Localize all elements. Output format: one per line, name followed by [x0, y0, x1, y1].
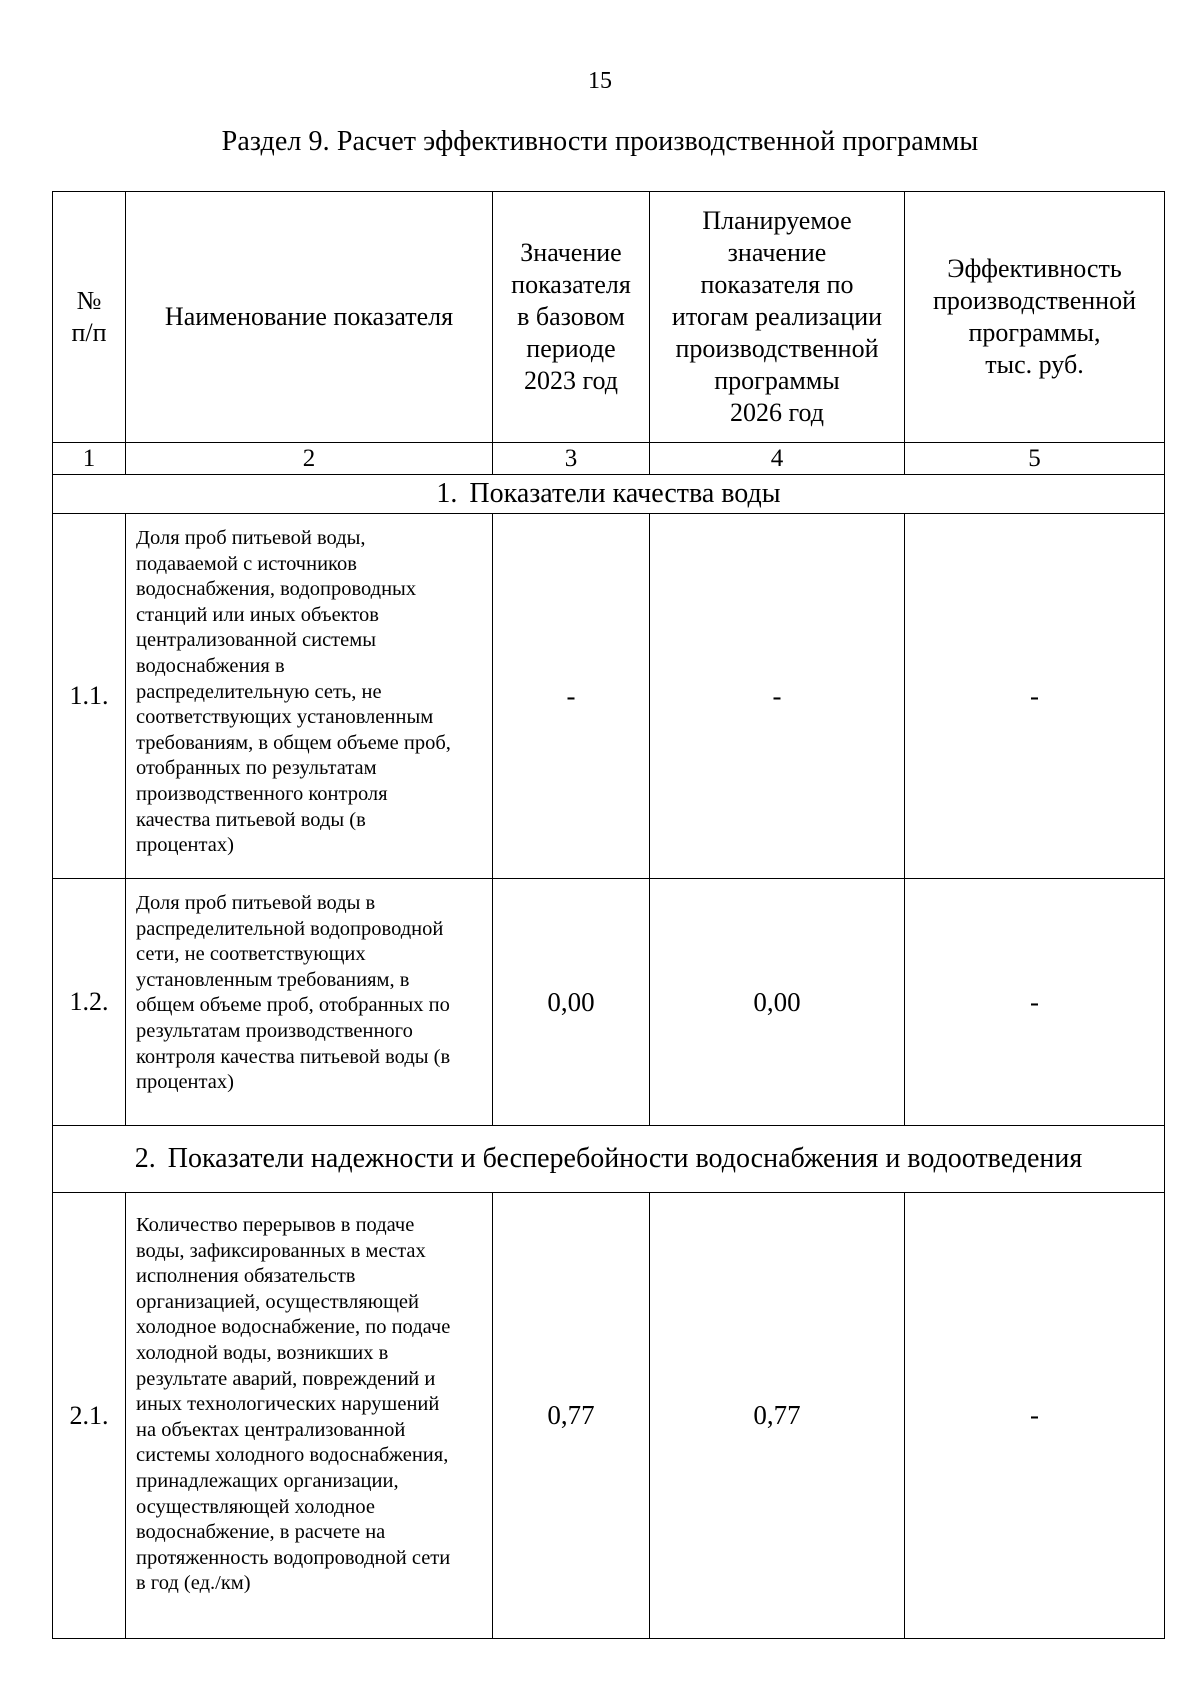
header-line: в базовом — [517, 302, 625, 331]
name-line: результате аварий, повреждений и — [136, 1367, 436, 1390]
table-row — [53, 879, 1165, 1126]
name-line: подаваемой с источников — [136, 552, 357, 575]
column-index: 1 — [53, 443, 126, 475]
header-line: Значение — [520, 238, 622, 267]
planned-value: 0,77 — [650, 1193, 905, 1639]
section-heading — [53, 475, 1165, 514]
header-line: Эффективность — [947, 254, 1122, 283]
name-line: производственного контроля — [136, 782, 388, 805]
base-value: 0,77 — [493, 1193, 650, 1639]
name-line: требованиям, в общем объеме проб, — [136, 731, 451, 754]
header-base-value — [493, 192, 650, 443]
section-heading — [53, 1126, 1165, 1193]
efficiency-value: - — [905, 514, 1165, 879]
section-title-text: Показатели надежности и бесперебойности водоснабжения и водоотведения — [167, 1143, 1083, 1174]
name-line: централизованной системы — [136, 629, 376, 652]
efficiency-value: - — [905, 879, 1165, 1126]
name-line: иных технологических нарушений — [136, 1393, 440, 1416]
table-row — [53, 514, 1165, 879]
header-name — [126, 192, 493, 443]
row-number: 1.1. — [53, 514, 126, 879]
name-line: водоснабжения, водопроводных — [136, 578, 417, 601]
name-line: осуществляющей холодное — [136, 1495, 375, 1518]
indicator-name — [126, 879, 493, 1126]
name-line: водоснабжение, в расчете на — [136, 1521, 386, 1544]
base-value: - — [493, 514, 650, 879]
name-line: сети, не соответствующих — [136, 943, 366, 966]
name-line: распределительной водопроводной — [136, 917, 444, 940]
name-line: воды, зафиксированных в местах — [136, 1239, 426, 1262]
header-line: № — [76, 286, 102, 315]
efficiency-table — [52, 191, 1165, 1639]
name-line: Доля проб питьевой воды в — [136, 892, 376, 914]
header-line: производственной — [675, 334, 879, 363]
section-row-2 — [53, 1126, 1165, 1193]
section-number: 2. — [134, 1143, 156, 1174]
name-line: Количество перерывов в подаче — [136, 1214, 415, 1236]
header-line: показателя — [511, 270, 631, 299]
name-line: результатам производственного — [136, 1019, 413, 1042]
header-line: итогам реализации — [671, 302, 883, 331]
name-line: процентах) — [136, 1071, 234, 1094]
name-line: соответствующих установленным — [136, 706, 434, 729]
name-line: качества питьевой воды (в — [136, 808, 366, 831]
name-line: холодной воды, возникших в — [136, 1341, 389, 1364]
header-row — [53, 192, 1165, 443]
name-line: системы холодного водоснабжения, — [136, 1444, 449, 1467]
page-number: 15 — [588, 68, 612, 94]
header-line: Наименование показателя — [164, 302, 454, 331]
efficiency-value: - — [905, 1193, 1165, 1639]
name-line: в год (ед./км) — [136, 1572, 251, 1595]
indicator-name — [126, 1193, 493, 1639]
section-row-1 — [53, 475, 1165, 514]
header-line: периоде — [526, 334, 616, 363]
header-line: п/п — [71, 318, 107, 347]
name-line: на объектах централизованной — [136, 1418, 406, 1441]
header-line: показателя по — [700, 270, 854, 299]
name-line: принадлежащих организации, — [136, 1469, 399, 1492]
section-title: Раздел 9. Расчет эффективности производственной программы — [221, 126, 979, 157]
header-line: тыс. руб. — [985, 350, 1084, 379]
name-line: распределительную сеть, не — [136, 680, 382, 703]
column-index: 2 — [126, 443, 493, 475]
header-line: программы — [714, 366, 840, 395]
header-planned-value — [650, 192, 905, 443]
name-line: общем объеме проб, отобранных по — [136, 994, 450, 1017]
section-number: 1. — [436, 478, 458, 509]
column-index: 5 — [905, 443, 1165, 475]
column-index: 4 — [650, 443, 905, 475]
name-line: отобранных по результатам — [136, 757, 377, 780]
header-line: 2026 год — [730, 398, 824, 427]
row-number: 2.1. — [53, 1193, 126, 1639]
name-line: исполнения обязательств — [136, 1265, 356, 1288]
header-line: Планируемое — [702, 206, 852, 235]
planned-value: 0,00 — [650, 879, 905, 1126]
header-line: значение — [727, 238, 827, 267]
name-line: станций или иных объектов — [136, 603, 379, 626]
name-line: установленным требованиям, в — [136, 968, 410, 991]
name-line: контроля качества питьевой воды (в — [136, 1045, 451, 1068]
planned-value: - — [650, 514, 905, 879]
header-num — [53, 192, 126, 443]
header-line: 2023 год — [524, 366, 618, 395]
row-number: 1.2. — [53, 879, 126, 1126]
name-line: организацией, осуществляющей — [136, 1290, 419, 1313]
column-index-row — [53, 443, 1165, 475]
header-line: программы, — [968, 318, 1101, 347]
header-line: производственной — [933, 286, 1136, 315]
name-line: Доля проб питьевой воды, — [136, 527, 366, 549]
name-line: протяженность водопроводной сети — [136, 1546, 451, 1569]
section-title-text: Показатели качества воды — [469, 478, 781, 509]
name-line: холодное водоснабжение, по подаче — [136, 1316, 451, 1339]
indicator-name — [126, 514, 493, 879]
table-row — [53, 1193, 1165, 1639]
base-value: 0,00 — [493, 879, 650, 1126]
column-index: 3 — [493, 443, 650, 475]
name-line: водоснабжения в — [136, 654, 285, 677]
header-efficiency — [905, 192, 1165, 443]
name-line: процентах) — [136, 834, 234, 857]
